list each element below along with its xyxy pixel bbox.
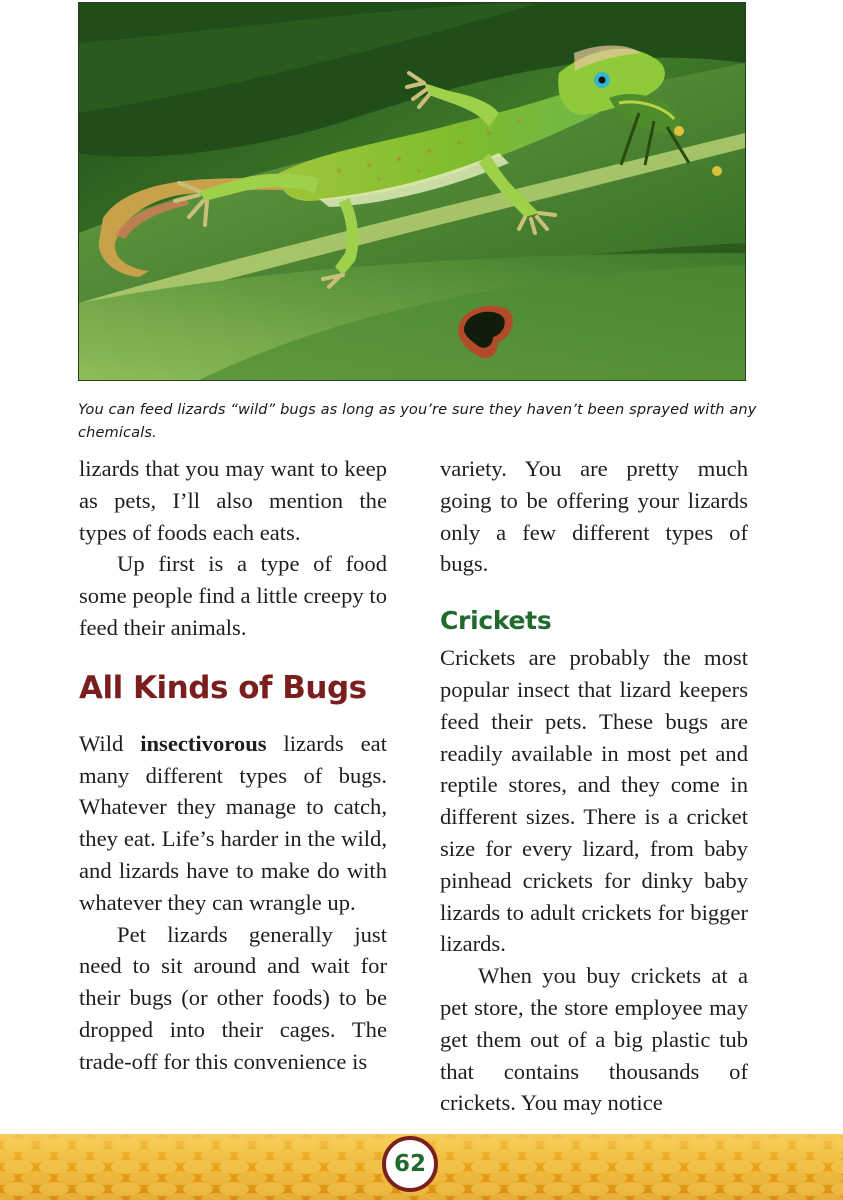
right-paragraph-2: Crickets are probably the most popular insect that lizard keepers feed their pets. These bugs are readily available in most pet and reptile stores, and they come in different sizes. There is a cricket size for every lizard, from baby pinhead crickets for dinky baby lizards to adult crickets for bigger lizards.: [440, 645, 748, 957]
lizard-photo: [78, 2, 746, 381]
left-paragraph-3: [79, 728, 387, 919]
paragraph-3-start: Wild: [79, 730, 124, 756]
left-paragraph-4: Pet lizards generally just need to sit around and wait for their bugs (or other foods) to be dropped into their cages. The trade-off for this convenience is: [79, 921, 387, 1074]
glossary-term-insectivorous: insectivorous: [140, 730, 267, 756]
anole-eating-cricket-image: [79, 3, 745, 380]
left-column: [79, 453, 387, 1078]
right-paragraph-3: When you buy crickets at a pet store, the store employee may get them out of a big plastic tub that contains thousands of crickets. You may notice: [440, 963, 748, 1116]
left-paragraph-1: lizards that you may want to keep as pets, I’ll also mention the types of foods each eats.: [79, 456, 387, 545]
page-number-badge: 62: [382, 1136, 438, 1192]
section-heading-all-kinds-of-bugs: All Kinds of Bugs: [79, 669, 367, 706]
paragraph-3-rest: lizards eat many different types of bugs. Whatever they manage to catch, they eat. Life’s harder in the wild, and lizards have to make do with whatever they can wrangle up.: [79, 730, 387, 915]
section-heading-crickets: Crickets: [440, 606, 552, 636]
right-column: [440, 453, 748, 1119]
right-paragraph-1: variety. You are pretty much going to be offering your lizards only a few different types of bugs.: [440, 456, 748, 577]
left-paragraph-2: Up first is a type of food some people find a little creepy to feed their animals.: [79, 551, 387, 640]
photo-caption: You can feed lizards “wild” bugs as long as you’re sure they haven’t been sprayed with any chemicals.: [78, 401, 757, 441]
